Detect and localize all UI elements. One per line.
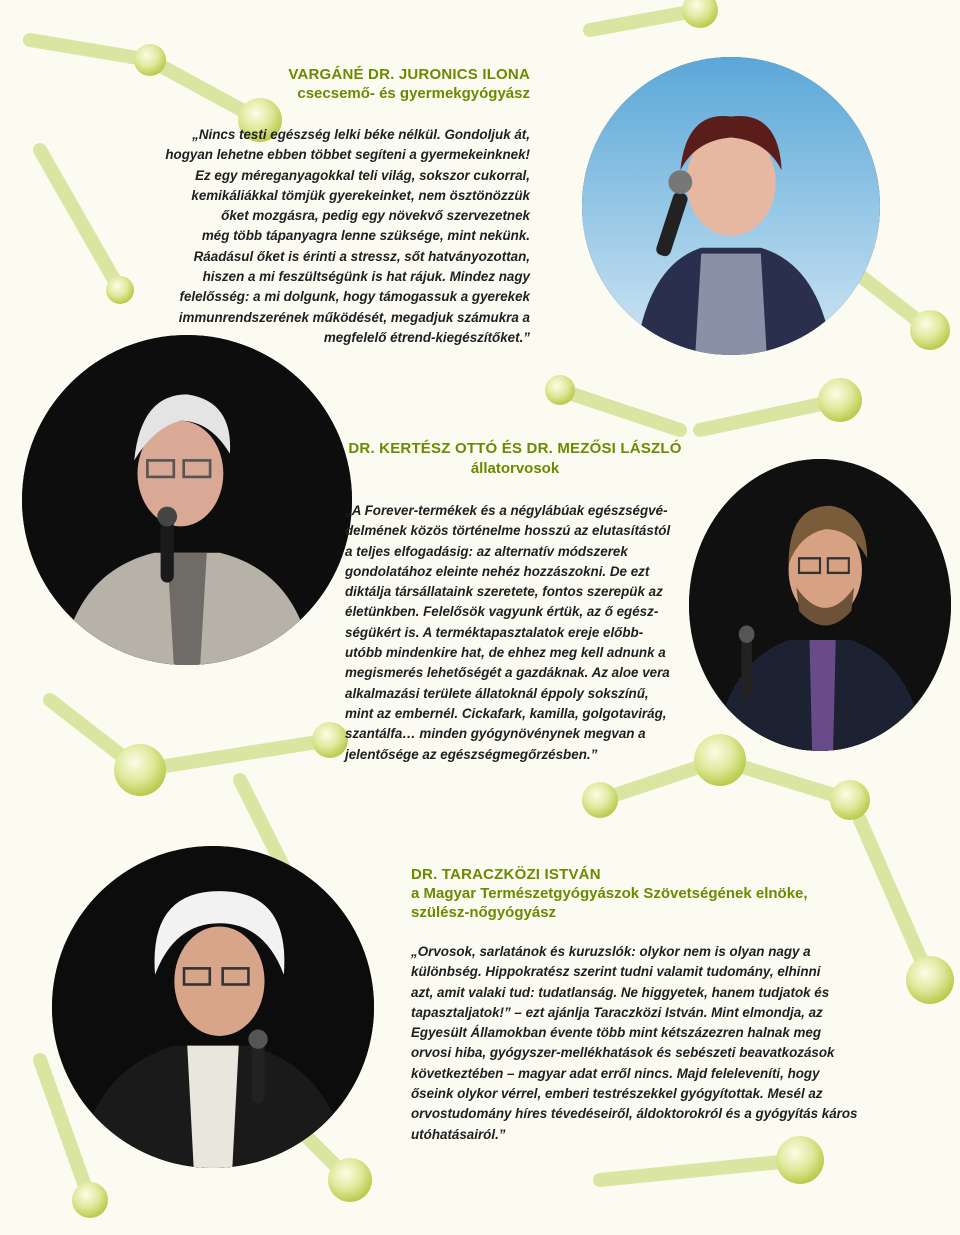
quote-line: Ráadásul őket is érinti a stressz, sőt hatványozottan, [193, 248, 530, 264]
quote-line: megfelelő étrend-kiegészítőket.” [323, 329, 530, 345]
quote-line: mint az embernél. Cickafark, kamilla, golgotavirág, [345, 705, 667, 721]
speaker-3-role-1: a Magyar Természetgyógyászok Szövetségének elnöke, [411, 885, 808, 902]
quote-line: „A Forever-termékek és a négylábúak egészségvé- [345, 503, 668, 518]
quote-line: hiszen a mi feszültségünk is hat rájuk. Mindez nagy [202, 269, 530, 285]
speaker-2-role: állatorvosok [470, 460, 560, 477]
quote-line: életünkben. Felelősök vagyunk értük, az ő egész- [345, 604, 659, 620]
speaker-3-role-2: szülész-nőgyógyász [411, 904, 557, 921]
quote-line: Ez egy méreganyagokkal teli világ, sokszor cukorral, [195, 167, 530, 183]
speaker-3-quote [411, 942, 871, 1145]
quote-line: immunrendszerének működését, megadjuk számukra a [178, 309, 530, 325]
speaker-3-photo [689, 459, 951, 751]
quote-line: felelősség: a mi dolgunk, hogy támogassuk a gyerekek [179, 289, 530, 305]
quote-line: őket mozgásra, pedig egy növekvő szervezetnek [221, 208, 530, 224]
speaker-1-role: csecsemő- és gyermekgyógyász [297, 85, 530, 102]
quote-line: delmének közös történelme hosszú az elutasítástól [345, 523, 671, 539]
quote-line: jelentősége az egészségmegőrzésben.” [345, 746, 598, 762]
speaker-2-block [345, 440, 685, 765]
quote-line: „Nincs testi egészség lelki béke nélkül. Gondoljuk át, [192, 127, 530, 142]
quote-line: hogyan lehetne ebben többet segíteni a gyermekeinknek! [165, 147, 530, 163]
speaker-2-name: DR. KERTÉSZ OTTÓ ÉS DR. MEZŐSI LÁSZLÓ [348, 440, 682, 457]
quote-line: tapasztaljatok!” – ezt ajánlja Taraczközi István. Mint elmondja, az [411, 1004, 823, 1020]
speaker-3-block [411, 866, 871, 1145]
quote-line: orvostudomány híres tévedéseiről, áldoktorokról és a gyógyítás káros [411, 1106, 858, 1122]
quote-line: még több tápanyagra lenne szüksége, mint nekünk. [201, 228, 530, 244]
quote-line: kemikáliákkal tömjük gyerekeinket, nem ösztönözzük [191, 187, 530, 203]
quote-line: gondolatához eleinte nehéz hozzászokni. De ezt [345, 563, 650, 579]
quote-line: a teljes elfogadásig: az alternatív módszerek [345, 543, 628, 559]
quote-line: ségükért is. A terméktapasztalatok ereje előbb- [345, 624, 644, 640]
quote-line: orvosi hiba, gyógyszer-mellékhatások és sebészeti beavatkozások [411, 1045, 835, 1061]
speaker-2-photo [22, 335, 352, 665]
speaker-4-photo [52, 846, 374, 1168]
speaker-1-photo [582, 57, 880, 355]
quote-line: megismerés lehetőségét a gazdáknak. Az aloe vera [345, 665, 670, 681]
quote-line: azt, amit valaki tud: tudatlanság. Ne higgyetek, hanem tudjatok és [411, 984, 830, 1000]
speaker-3-name: DR. TARACZKÖZI ISTVÁN [411, 866, 601, 883]
quote-line: alkalmazási területe állatoknál éppoly sokszínű, [345, 685, 649, 701]
quote-line: utóbb mindenkire hat, de ehhez meg kell adnunk a [345, 645, 666, 661]
quote-line: Egyesült Államokban évente több mint kétszázezren halnak meg [411, 1025, 822, 1041]
quote-line: „Orvosok, sarlatánok és kuruzslók: olykor nem is olyan nagy a [411, 944, 811, 959]
quote-line: utóhatásairól.” [411, 1126, 506, 1142]
speaker-1-quote [150, 125, 530, 348]
quote-line: szantálfa… minden gyógynövénynek megvan a [345, 726, 646, 742]
speaker-1-name: VARGÁNÉ DR. JURONICS ILONA [288, 66, 530, 83]
speaker-2-quote [345, 501, 685, 765]
quote-line: következtében – magyar adat erről nincs. Majd feleleveníti, hogy [411, 1065, 820, 1081]
quote-line: őseink olykor vérrel, emberi testrészekkel gyógyítottak. Mesél az [411, 1086, 823, 1102]
quote-line: különbség. Hippokratész szerint tudni valamit tudomány, elhinni [411, 964, 821, 980]
speaker-1-block [150, 66, 530, 348]
quote-line: diktálja társállataink szeretete, fontos szerepük az [345, 584, 663, 600]
